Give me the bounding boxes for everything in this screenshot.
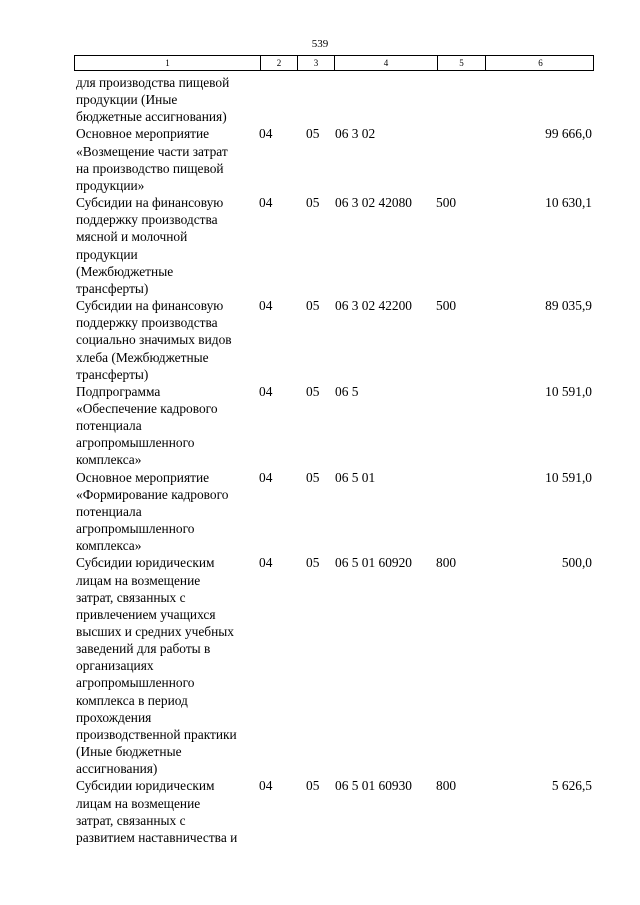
subsection-code: 05	[306, 469, 320, 485]
item-name: Субсидии на финансовую поддержку производства мясной и молочной продукции (Межбюджетные трансферты)	[76, 195, 224, 296]
section-code	[258, 74, 298, 125]
section-code: 04	[259, 555, 273, 571]
expense-type-code: 800	[436, 778, 457, 794]
subsection-code: 05	[306, 126, 320, 142]
subsection-code: 05	[306, 555, 320, 571]
subsection-code: 05	[306, 298, 320, 314]
amount	[486, 74, 595, 125]
section-code: 04	[259, 778, 273, 794]
expense-type-code	[436, 469, 486, 555]
table-row	[76, 297, 596, 383]
section-code: 04	[259, 469, 273, 485]
table-row	[76, 194, 596, 297]
header-col-1: 1	[75, 56, 261, 70]
amount: 99 666,0	[545, 126, 592, 142]
header-col-3: 3	[298, 56, 335, 70]
section-code: 04	[259, 298, 273, 314]
expense-type-code: 800	[436, 555, 457, 571]
table-row	[76, 74, 596, 125]
section-code: 04	[259, 126, 273, 142]
target-article-code: 06 3 02 42080	[335, 195, 412, 211]
subsection-code: 05	[306, 195, 320, 211]
expense-type-code	[436, 74, 486, 125]
target-article-code: 06 5 01 60920	[335, 555, 412, 571]
item-name: Субсидии юридическим лицам на возмещение затрат, связанных с привлечением учащихся высших и средних учебных заведений для работы в организациях агропромышленного комплекса в период прохождения производственной практики (Иные бюджетные ассигнования)	[76, 555, 237, 777]
amount: 5 626,5	[551, 778, 592, 794]
expense-type-code	[436, 125, 486, 194]
expense-type-code	[436, 383, 486, 469]
table-row	[76, 469, 596, 555]
target-article-code: 06 3 02	[335, 126, 376, 142]
target-article-code: 06 3 02 42200	[335, 298, 412, 314]
target-article-code: 06 5 01 60930	[335, 778, 412, 794]
page-number: 539	[311, 38, 329, 50]
target-article-code: 06 5	[335, 383, 359, 399]
table-row	[76, 125, 596, 194]
subsection-code: 05	[306, 383, 320, 399]
target-article-code	[335, 74, 436, 125]
expense-type-code: 500	[436, 298, 457, 314]
expense-type-code: 500	[436, 195, 457, 211]
item-name: Основное мероприятие «Формирование кадрового потенциала агропромышленного комплекса»	[76, 469, 229, 554]
item-name: Основное мероприятие «Возмещение части затрат на производство пищевой продукции»	[76, 126, 228, 193]
header-col-2: 2	[261, 56, 298, 70]
table-row	[76, 554, 596, 777]
header-col-6: 6	[538, 58, 543, 68]
subsection-code: 05	[306, 778, 320, 794]
item-name: Субсидии юридическим лицам на возмещение затрат, связанных с развитием наставничества и	[76, 778, 238, 845]
header-col-4: 4	[335, 56, 438, 70]
section-code: 04	[259, 383, 273, 399]
table-header	[74, 55, 594, 71]
table-row	[76, 777, 596, 846]
table-row	[76, 383, 596, 469]
section-code: 04	[259, 195, 273, 211]
amount: 500,0	[561, 555, 592, 571]
table-body	[76, 74, 596, 846]
amount: 10 630,1	[545, 195, 592, 211]
amount: 89 035,9	[545, 298, 592, 314]
target-article-code: 06 5 01	[335, 469, 376, 485]
amount: 10 591,0	[545, 383, 592, 399]
subsection-code	[298, 74, 335, 125]
amount: 10 591,0	[545, 469, 592, 485]
header-col-5: 5	[438, 56, 486, 70]
item-name: Субсидии на финансовую поддержку производства социально значимых видов хлеба (Межбюджетные трансферты)	[76, 298, 232, 382]
item-name: Подпрограмма «Обеспечение кадрового потенциала агропромышленного комплекса»	[76, 383, 218, 468]
item-name: для производства пищевой продукции (Иные бюджетные ассигнования)	[76, 75, 230, 125]
